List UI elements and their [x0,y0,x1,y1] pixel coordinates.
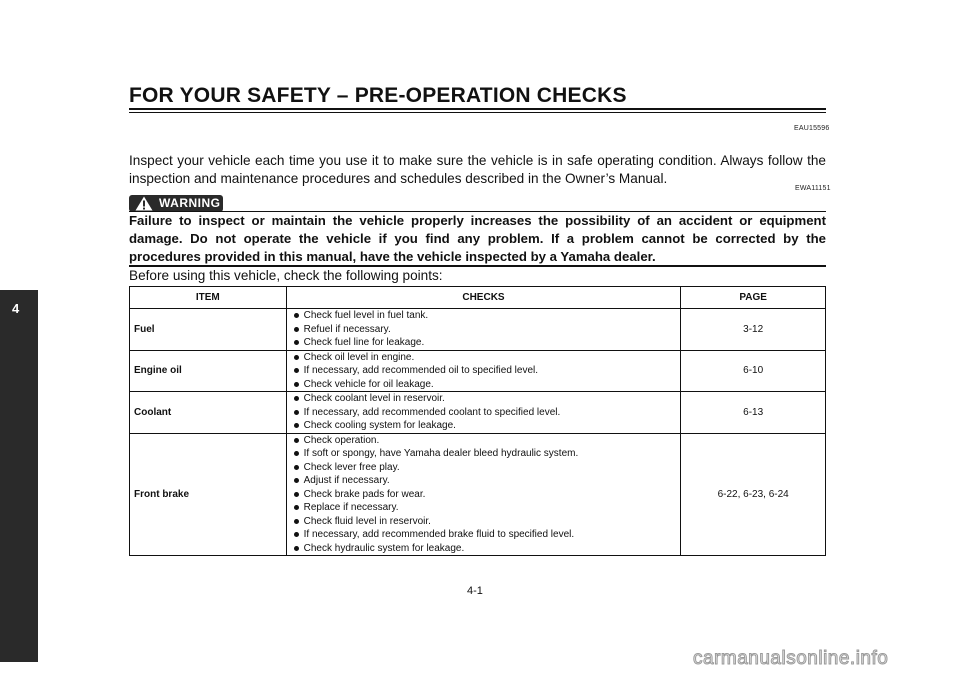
table-row [130,350,826,392]
warning-rule-bottom [129,265,826,267]
chapter-tab-number: 4 [12,301,20,316]
check-bullet: Check lever free play. [293,461,681,475]
check-bullet: Check cooling system for leakage. [293,419,681,433]
header-checks: CHECKS [286,287,681,309]
chapter-tab [0,290,38,662]
pre-operation-checks-table [129,286,826,556]
check-bullet: Replace if necessary. [293,501,681,515]
check-bullet: Refuel if necessary. [293,323,681,337]
table-row [130,392,826,434]
intro-reference-code: EAU15596 [794,125,830,132]
row-checks [286,309,681,351]
warning-label: WARNING [159,196,221,210]
row-page: 6-13 [681,392,826,434]
row-checks [286,433,681,556]
watermark-text[interactable]: carmanualsonline.info [693,648,889,669]
check-bullet: Check fluid level in reservoir. [293,515,681,529]
intro-paragraph: Inspect your vehicle each time you use it to make sure the vehicle is in safe operating condition. Always follow the inspection and maintenance procedures and schedules described in the Owner’s Manual. [129,153,826,186]
warning-text: Failure to inspect or maintain the vehicle properly increases the possibility of an accident or equipment damage. Do not operate the vehicle if you find any problem. If a problem cannot be corrected by the procedures provided in this manual, have the vehicle inspected by a Yamaha dealer. [129,213,826,264]
page-number: 4-1 [467,585,483,597]
title-rule-thin [129,112,826,113]
row-checks [286,392,681,434]
checks-list [287,392,681,433]
check-bullet: Check fuel line for leakage. [293,336,681,350]
check-bullet: If necessary, add recommended oil to specified level. [293,364,681,378]
check-bullet: Check operation. [293,434,681,448]
row-item: Front brake [130,433,287,556]
check-bullet: If soft or spongy, have Yamaha dealer bleed hydraulic system. [293,447,681,461]
check-bullet: Check vehicle for oil leakage. [293,378,681,392]
row-page: 6-22, 6-23, 6-24 [681,433,826,556]
warning-badge [129,195,223,212]
row-page: 3-12 [681,309,826,351]
row-item: Fuel [130,309,287,351]
row-checks [286,350,681,392]
row-page: 6-10 [681,350,826,392]
check-bullet: Check fuel level in fuel tank. [293,309,681,323]
check-bullet: If necessary, add recommended brake fluid to specified level. [293,528,681,542]
warning-reference-code: EWA11151 [795,185,831,192]
table-row [130,433,826,556]
warning-triangle-icon [135,196,153,211]
check-bullet: Check oil level in engine. [293,351,681,365]
check-bullet: Adjust if necessary. [293,474,681,488]
check-bullet: Check hydraulic system for leakage. [293,542,681,556]
check-bullet: Check coolant level in reservoir. [293,392,681,406]
checks-list [287,434,681,556]
title-rule [129,108,826,110]
page-title: FOR YOUR SAFETY – PRE-OPERATION CHECKS [129,84,627,107]
header-item: ITEM [130,287,287,309]
checks-list [287,351,681,392]
table-header-row [130,287,826,309]
row-item: Coolant [130,392,287,434]
checks-list [287,309,681,350]
row-item: Engine oil [130,350,287,392]
checklist-intro: Before using this vehicle, check the following points: [129,268,443,283]
check-bullet: Check brake pads for wear. [293,488,681,502]
check-bullet: If necessary, add recommended coolant to specified level. [293,406,681,420]
table-row [130,309,826,351]
header-page: PAGE [681,287,826,309]
